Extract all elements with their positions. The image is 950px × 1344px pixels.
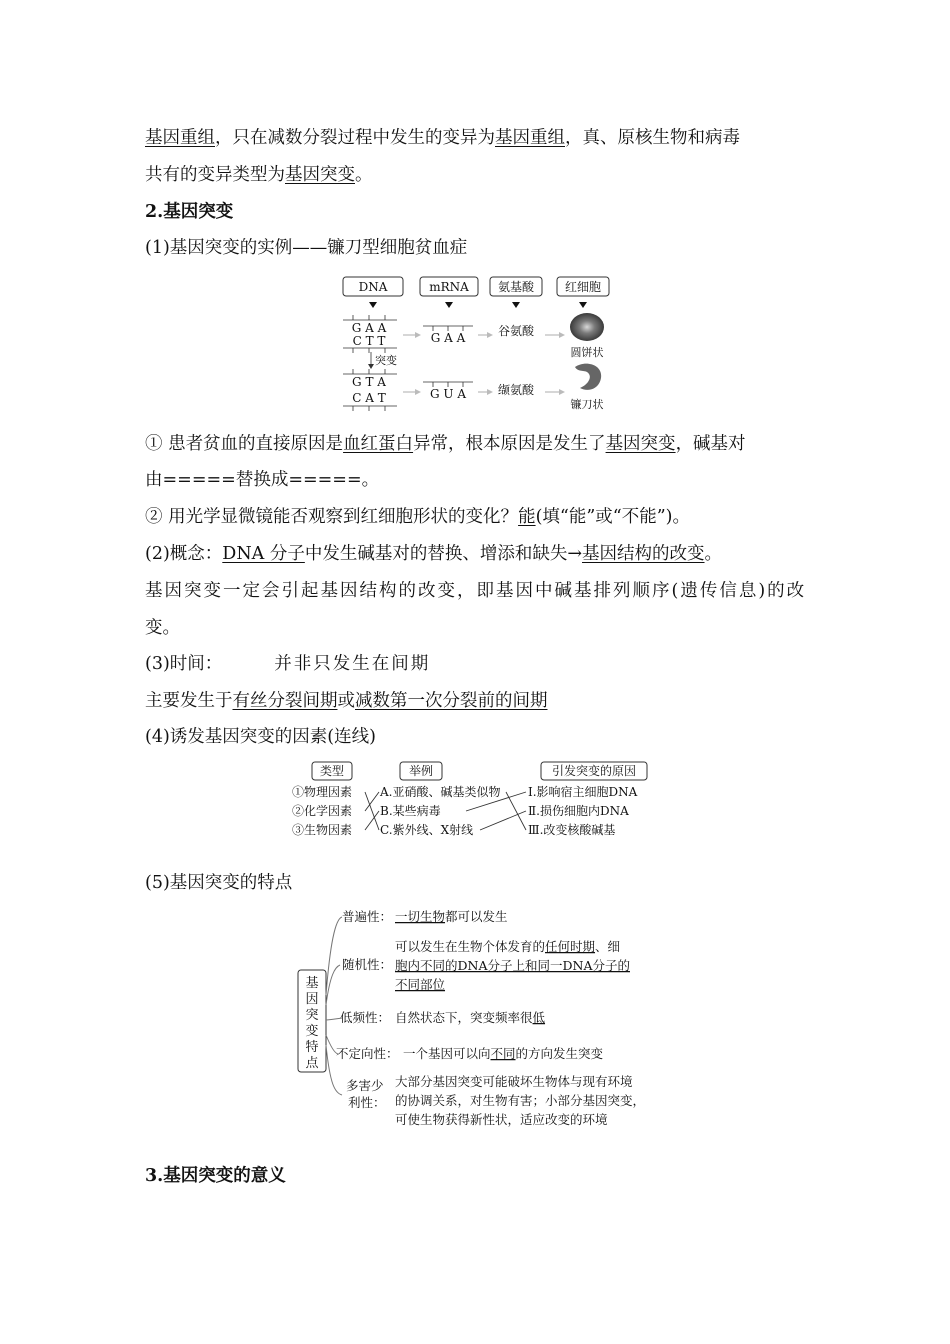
svg-text:因: 因 bbox=[305, 992, 319, 1007]
svg-text:基: 基 bbox=[305, 976, 319, 991]
dna-bottom-strand-2: C A T bbox=[352, 391, 386, 405]
question-2 bbox=[145, 506, 690, 528]
amino-acid-bottom: 缬氨酸 bbox=[497, 383, 535, 397]
feature-undirected-answer: 不同 bbox=[490, 1046, 516, 1061]
section-title-3: 3.基因突变的意义 bbox=[145, 1166, 286, 1186]
flow-arrow-icons bbox=[403, 332, 565, 395]
dna-top-strand-1: G A A bbox=[351, 321, 387, 335]
reason-2: Ⅱ.损伤细胞内DNA bbox=[528, 804, 629, 818]
section-title-2: 2.基因突变 bbox=[145, 202, 234, 222]
answer-mutation: 基因突变 bbox=[285, 165, 355, 185]
para1-text: ，只在减数分裂过程中发生的变异为 bbox=[215, 128, 495, 148]
svg-text:变: 变 bbox=[305, 1024, 319, 1039]
item2-text: 中发生碱基对的替换、增添和缺失→ bbox=[304, 544, 583, 564]
header-red-cell: 红细胞 bbox=[564, 280, 602, 294]
svg-text:自然状态下，突变频率很低 bbox=[395, 1010, 546, 1025]
header-reason: 引发突变的原因 bbox=[551, 764, 637, 778]
item3-note: 并非只发生在间期 bbox=[274, 654, 431, 674]
feature-low-freq-label: 低频性： bbox=[340, 1010, 391, 1025]
question-1-line1 bbox=[145, 433, 746, 455]
feature-universal-text: 都可以发生 bbox=[445, 909, 508, 924]
item3-text: 或 bbox=[337, 691, 355, 711]
svg-text:可以发生在生物个体发育的任何时期、细 bbox=[395, 939, 620, 954]
item3-label: (3)时间： bbox=[145, 654, 223, 674]
feature-undirected-label: 不定向性： bbox=[336, 1046, 399, 1061]
mutation-factors-figure bbox=[290, 758, 670, 846]
answer-recombination-2: 基因重组 bbox=[495, 128, 565, 148]
reason-1: Ⅰ.影响宿主细胞DNA bbox=[528, 785, 638, 799]
dna-bottom-strand-1: G T A bbox=[352, 375, 386, 389]
svg-text:一切生物都可以发生 bbox=[395, 909, 508, 924]
answer-can: 能 bbox=[518, 507, 536, 527]
mrna-bottom: G U A bbox=[430, 387, 466, 401]
mutation-label: 突变 bbox=[375, 354, 397, 367]
feature-harmful-line2: 的协调关系，对生物有害；小部分基因突变， bbox=[395, 1093, 646, 1108]
para1-line2 bbox=[145, 164, 373, 186]
feature-universal-answer: 一切生物 bbox=[395, 909, 446, 924]
answer-gene-structure: 基因结构的改变 bbox=[582, 544, 705, 564]
svg-text:突: 突 bbox=[305, 1008, 319, 1023]
example-b: B.某些病毒 bbox=[380, 804, 441, 818]
answer-gene-mutation: 基因突变 bbox=[605, 434, 676, 454]
item5-title: (5)基因突变的特点 bbox=[145, 873, 293, 893]
item3-line2 bbox=[145, 690, 548, 712]
header-dna: DNA bbox=[358, 280, 388, 294]
feature-harmful-line3: 可使生物获得新性状，适应改变的环境 bbox=[395, 1112, 608, 1127]
q1-text: 异常，根本原因是发生了 bbox=[413, 434, 606, 454]
feature-undirected-text: 一个基因可以向 bbox=[403, 1046, 491, 1061]
item2-text: 。 bbox=[704, 544, 723, 564]
svg-text:特: 特 bbox=[305, 1040, 319, 1055]
answer-dna-molecule: DNA 分子 bbox=[222, 544, 305, 564]
para1-text: ，真、原核生物和病毒 bbox=[565, 128, 740, 148]
mutation-arrow-icon bbox=[368, 364, 374, 369]
header-mrna: mRNA bbox=[429, 280, 469, 294]
example-a: A.亚硝酸、碱基类似物 bbox=[380, 785, 501, 799]
mrna-top: G A A bbox=[430, 331, 466, 345]
item2-text: (2)概念： bbox=[145, 544, 223, 564]
sickle-cell-figure bbox=[335, 272, 625, 417]
feature-harmful-line1: 大部分基因突变可能破坏生物体与现有环境 bbox=[395, 1074, 633, 1089]
feature-random-label: 随机性： bbox=[342, 957, 393, 972]
feature-harmful-label-2: 利性： bbox=[348, 1095, 386, 1110]
branch-lines bbox=[326, 917, 342, 1095]
answer-hemoglobin: 血红蛋白 bbox=[343, 434, 414, 454]
svg-text:点: 点 bbox=[305, 1056, 319, 1071]
q2-text: ② 用光学显微镜能否观察到红细胞形状的变化？ bbox=[145, 507, 519, 527]
header-amino-acid: 氨基酸 bbox=[497, 280, 535, 294]
note-line2: 变。 bbox=[145, 618, 180, 638]
feature-low-freq-answer: 低 bbox=[532, 1010, 546, 1025]
answer-meiosis-interphase: 减数第一次分裂前的间期 bbox=[355, 691, 548, 711]
feature-random-answer: 任何时期 bbox=[545, 939, 596, 954]
q1-text: ① 患者贫血的直接原因是 bbox=[145, 434, 344, 454]
item2-concept bbox=[145, 543, 722, 565]
feature-random-text: 、细 bbox=[595, 939, 621, 954]
para1-text: 。 bbox=[355, 165, 373, 185]
mutation-features-figure bbox=[290, 905, 675, 1133]
q2-text: (填“能”或“不能”)。 bbox=[535, 507, 691, 527]
question-1-line2: 由=====替换成=====。 bbox=[145, 470, 380, 490]
answer-mitotic-interphase: 有丝分裂间期 bbox=[232, 691, 338, 711]
amino-acid-top: 谷氨酸 bbox=[497, 324, 535, 338]
header-type: 类型 bbox=[319, 764, 345, 778]
dna-top-strand-2: C T T bbox=[352, 334, 386, 348]
sickle-cell-label: 镰刀状 bbox=[570, 398, 604, 411]
svg-text:一个基因可以向不同的方向发生突变 bbox=[403, 1046, 604, 1061]
feature-random-text: 可以发生在生物个体发育的 bbox=[395, 939, 546, 954]
center-label bbox=[305, 976, 319, 1071]
header-example: 举例 bbox=[408, 764, 434, 778]
answer-recombination-1: 基因重组 bbox=[145, 128, 215, 148]
item1-title: (1)基因突变的实例——镰刀型细胞贫血症 bbox=[145, 238, 468, 258]
feature-random-line3: 不同部位 bbox=[395, 977, 446, 992]
feature-random-line2: 胞内不同的DNA分子上和同一DNA分子的 bbox=[395, 958, 630, 973]
type-chemical: ②化学因素 bbox=[292, 804, 353, 818]
sickle-cell-icon bbox=[575, 364, 601, 390]
feature-low-freq-text: 自然状态下，突变频率很 bbox=[395, 1010, 533, 1025]
round-cell-icon bbox=[570, 313, 604, 341]
q1-text: ，碱基对 bbox=[675, 434, 746, 454]
para1-line1 bbox=[145, 127, 740, 149]
note-line1: 基因突变一定会引起基因结构的改变，即基因中碱基排列顺序(遗传信息)的改 bbox=[145, 581, 807, 601]
para1-text: 共有的变异类型为 bbox=[145, 165, 285, 185]
feature-harmful-label-1: 多害少 bbox=[346, 1078, 384, 1093]
down-arrow-icons bbox=[369, 302, 587, 308]
type-biological: ③生物因素 bbox=[292, 823, 353, 837]
item3-text: 主要发生于 bbox=[145, 691, 233, 711]
type-physical: ①物理因素 bbox=[292, 785, 353, 799]
item3-time bbox=[145, 653, 430, 675]
round-cell-label: 圆饼状 bbox=[570, 346, 604, 359]
item4-title: (4)诱发基因突变的因素(连线) bbox=[145, 727, 376, 747]
reason-3: Ⅲ.改变核酸碱基 bbox=[528, 823, 616, 837]
feature-universal-label: 普遍性： bbox=[342, 909, 393, 924]
feature-undirected-text: 的方向发生突变 bbox=[515, 1046, 604, 1061]
example-c: C.紫外线、X射线 bbox=[380, 823, 474, 837]
